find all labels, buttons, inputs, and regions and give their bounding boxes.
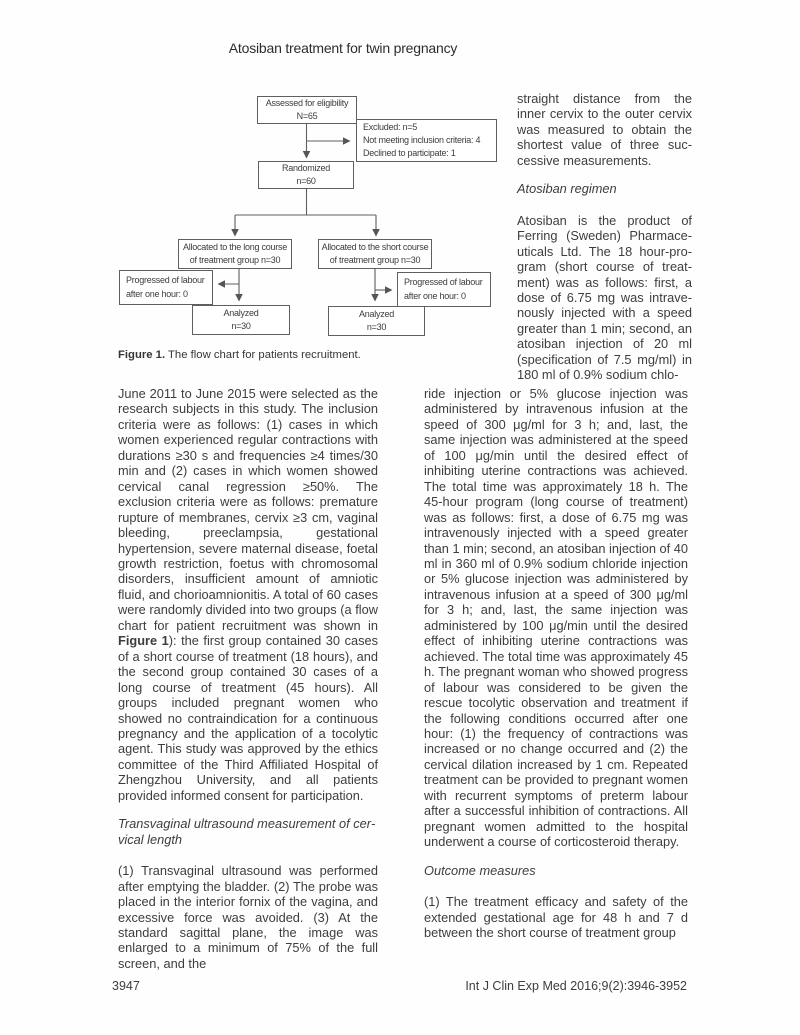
paragraph-inclusion-after-ref: ): the first group contained 30 cases of a short course of treatment (18 hours), and the second group contained 30 cases of a long course of treatment (45 hours). All groups included pregnant women who showed no contraindication for a continuous pregnancy and the application of a tocolytic agent. This study was approved by the ethics committee of the Third Affiliated Hospital of Zhengzhou University, and all patients provided informed consent for participation. [118, 633, 378, 803]
flowchart-box-randomized-line1: Randomized [281, 162, 331, 173]
right-column-top [517, 91, 692, 383]
flowchart-box-progressed-right-line2: after one hour: 0 [404, 290, 466, 301]
flowchart-box-assessed-line1: Assessed for eligibility [265, 97, 349, 108]
page-title: Atosiban treatment for twin pregnancy [228, 40, 458, 56]
flowchart-box-progressed-left-line1: Progressed of labour [126, 275, 205, 286]
left-column [118, 386, 378, 971]
flowchart-box-randomized-line2: n=60 [296, 176, 316, 186]
flowchart-box-excluded-line1: Excluded: n=5 [363, 121, 418, 132]
flowchart-box-excluded-line3: Declined to participate: 1 [363, 148, 456, 159]
flowchart-box-allocated-short-line2: of treatment group n=30 [329, 255, 421, 265]
paragraph-atosiban-product: Atosiban is the product of Ferring (Sweden) Pharmaceuticals Ltd. The 18 hour-program (short course of treatment) was as follows: first, a dose of 6.75 mg was intravenously injected with a speed greater than 1 min; second, an atosiban injection of 20 ml (specification of 7.5 mg/ml) in 180 ml of 0.9% sodium chlo- [517, 212, 692, 383]
paragraph-outcome-measures: (1) The treatment efficacy and safety of the extended gestational age for 48 h and 7 d between the short course of treatment group [424, 894, 688, 940]
flowchart-box-analyzed-right [328, 306, 425, 336]
flowchart-box-allocated-long [178, 239, 292, 269]
page-number: 3947 [112, 979, 140, 993]
flowchart-box-allocated-long-line2: of treatment group n=30 [189, 255, 281, 265]
paragraph-atosiban-regimen-continued: ride injection or 5% glucose injection was administered by intravenous infusion at the speed of 300 μg/ml for 3 h; and, last, the same injection was administered at the speed of 100 μg/min until the desired effect of inhibiting uterine contractions was achieved. The total time was approximately 18 h. The 45-hour program (long course of treatment) was as follows: first, a dose of 6.75 mg was intravenously injected with a speed greater than 1 min; second, an atosiban injection of 40 ml in 360 ml of 0.9% sodium chloride injection or 5% glucose injection was administered by intravenous infusion at a speed of 300 μg/ml for 3 h; and, last, the same injection was administered by 100 μg/min until the desired effect of inhibiting uterine contractions was achieved. The total time was approximately 45 h. The pregnant woman who showed progress of labour was considered to be given the rescue tocolytic observation and treatment if the following conditions occurred after one hour: (1) the frequency of contractions was increased or no change occurred and (2) the cervical dilation increased by 1 cm. Repeated treatment can be provided to pregnant women with recurrent symptoms of preterm labour after a successful inhibition of contractions. All pregnant women admitted to the hospital underwent a course of corticosteroid therapy. [424, 386, 688, 850]
right-column [424, 386, 688, 940]
flowchart-box-analyzed-left [192, 305, 290, 335]
flowchart-box-progressed-right [397, 272, 491, 307]
section-heading-transvaginal-ultrasound: Transvaginal ultrasound measurement of cervical length [118, 816, 376, 847]
flowchart-box-progressed-left-line2: after one hour: 0 [126, 288, 188, 299]
paragraph-cervix-measurement: straight distance from the inner cervix to the outer cervix was measured to obtain the shortest value of three successive measurements. [517, 91, 692, 168]
flowchart-box-assessed [257, 96, 357, 124]
flowchart-box-assessed-line2: N=65 [296, 111, 318, 121]
figure1-reference: Figure 1 [118, 633, 169, 649]
section-heading-outcome-measures: Outcome measures [424, 862, 536, 878]
flowchart-box-progressed-right-line1: Progressed of labour [404, 277, 483, 288]
paragraph-ultrasound-procedure: (1) Transvaginal ultrasound was performed after emptying the bladder. (2) The probe was placed in the interior fornix of the vagina, and excessive force was avoided. (3) At the standard sagittal plane, the image was enlarged to a minimum of 75% of the full screen, and the [118, 863, 378, 971]
paragraph-inclusion-before-ref: June 2011 to June 2015 were selected as the research subjects in this study. The inclusion criteria were as follows: (1) cases in which women experienced regular contractions with durations ≥30 s and frequencies ≥4 times/30 min and (2) cases in which women showed cervical canal regression ≥50%. The exclusion criteria were as follows: premature rupture of membranes, cervix ≥3 cm, vaginal bleeding, preeclampsia, gestational hypertension, severe maternal disease, foetal growth restriction, foetus with chromosomal disorders, insufficient amount of amniotic fluid, and chorioamnionitis. A total of 60 cases were randomly divided into two groups (a flow chart for patient recruitment was shown in [118, 386, 378, 633]
flowchart-box-analyzed-left-line1: Analyzed [223, 307, 259, 318]
flowchart-box-randomized [258, 161, 354, 189]
figure-caption [118, 349, 428, 361]
flowchart-box-allocated-long-line1: Allocated to the long course [182, 241, 288, 252]
flowchart-box-allocated-short [318, 239, 432, 269]
flowchart-box-progressed-left [119, 270, 213, 305]
paragraph-inclusion-criteria [118, 386, 378, 803]
figure-caption-text: The flow chart for patients recruitment. [165, 349, 361, 361]
flowchart-box-excluded-line2: Not meeting inclusion criteria: 4 [363, 134, 481, 145]
flowchart-box-excluded [356, 119, 497, 162]
section-heading-atosiban-regimen: Atosiban regimen [517, 181, 617, 197]
flowchart-box-analyzed-right-line1: Analyzed [358, 308, 395, 319]
flowchart-box-analyzed-right-line2: n=30 [366, 322, 387, 332]
flowchart-box-allocated-short-line1: Allocated to the short course [321, 241, 429, 252]
flowchart-box-analyzed-left-line2: n=30 [231, 321, 251, 331]
journal-citation: Int J Clin Exp Med 2016;9(2):3946-3952 [465, 979, 687, 993]
figure-caption-label: Figure 1. [118, 349, 166, 361]
